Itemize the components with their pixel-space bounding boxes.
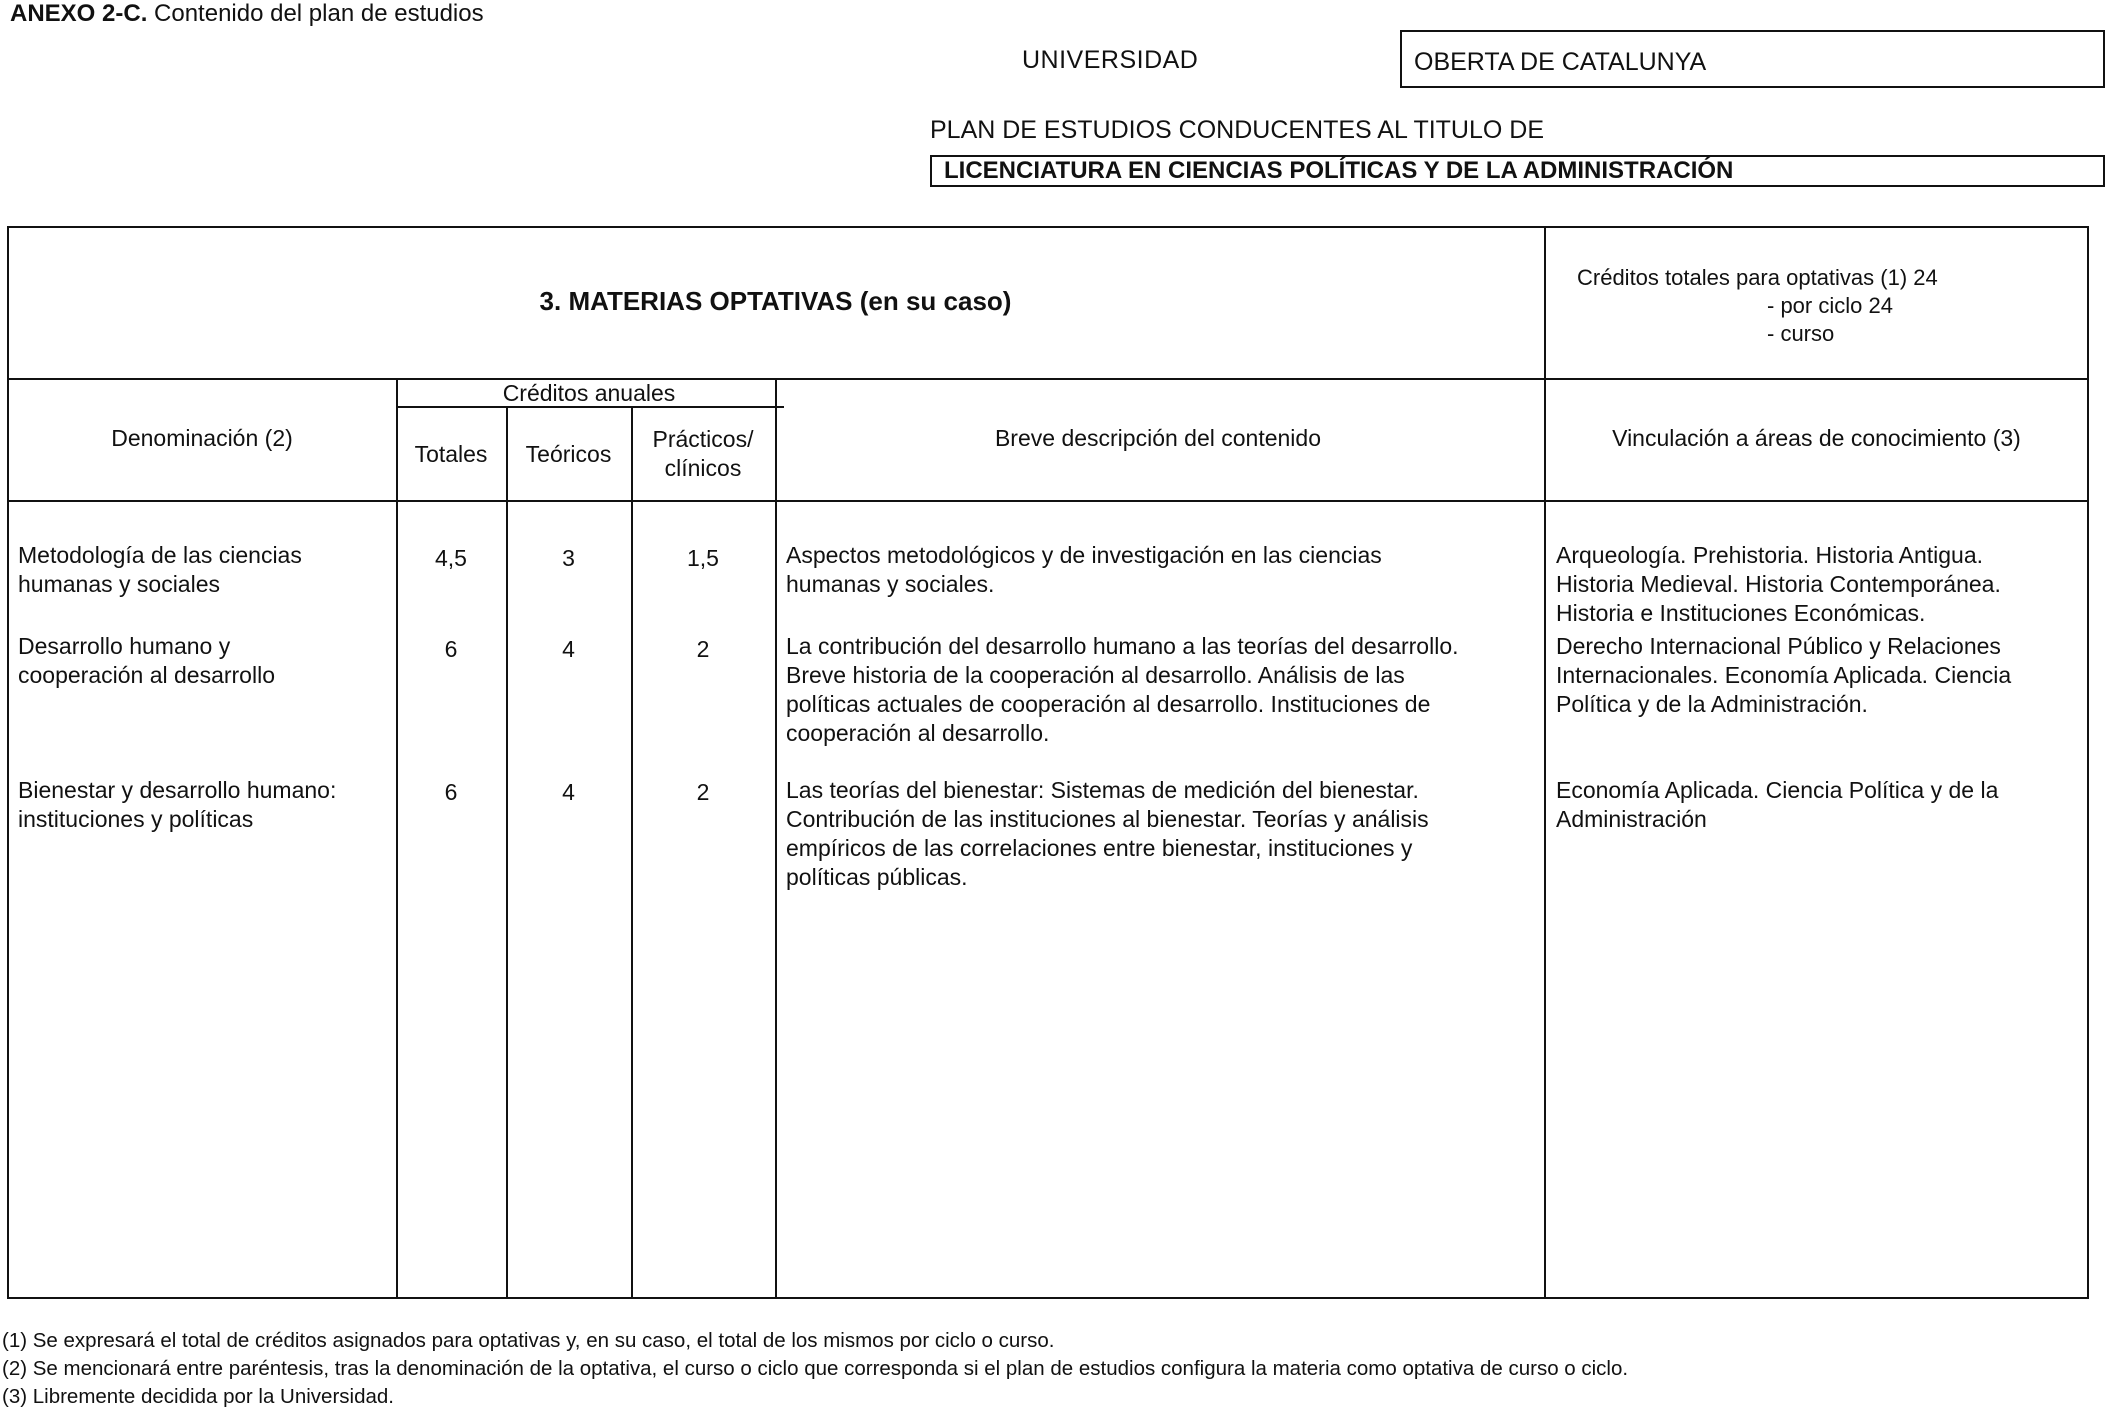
table-row-1-name [18,541,302,599]
row-name-line: instituciones y políticas [18,806,254,832]
col-practicos-line2: clínicos [664,455,742,481]
divider [631,406,633,1297]
col-totales: Totales [414,441,488,467]
divider [9,500,2087,502]
table-row-3-name [18,776,336,834]
col-teoricos: Teóricos [525,441,612,467]
desc-line: políticas actuales de cooperación al desarrollo. Instituciones de [786,691,1431,717]
row-3-totales: 6 [444,779,458,805]
area-line: Historia Medieval. Historia Contemporánea. [1556,571,2001,597]
degree-field: LICENCIATURA EN CIENCIAS POLÍTICAS Y DE LA ADMINISTRACIÓN [930,155,2105,187]
desc-line: cooperación al desarrollo. [786,720,1050,746]
desc-line: Las teorías del bienestar: Sistemas de medición del bienestar. [786,777,1419,803]
area-line: Derecho Internacional Público y Relaciones [1556,633,2001,659]
university-field: OBERTA DE CATALUNYA [1400,30,2105,88]
divider [775,378,777,1297]
area-line: Política y de la Administración. [1556,691,1868,717]
university-label: UNIVERSIDAD [1022,46,1199,74]
credits-summary [1545,264,2095,348]
row-3-practicos: 2 [696,779,710,805]
divider [9,378,2087,380]
row-2-areas [1556,632,2011,719]
row-1-practicos: 1,5 [687,545,719,571]
row-1-totales: 4,5 [435,545,467,571]
desc-line: Aspectos metodológicos y de investigación en las ciencias [786,542,1382,568]
col-practicos [631,425,775,483]
table-row-2-name [18,632,275,690]
row-2-description [786,632,1459,748]
area-line: Arqueología. Prehistoria. Historia Antigua. [1556,542,1984,568]
row-name-line: Metodología de las ciencias [18,542,302,568]
row-3-description [786,776,1429,892]
annex-label: ANEXO 2-C. [10,0,148,27]
row-3-teoricos: 4 [562,779,575,805]
col-denominacion: Denominación (2) [111,425,293,451]
col-creditos-anuales: Créditos anuales [502,380,676,406]
desc-line: Breve historia de la cooperación al desarrollo. Análisis de las [786,662,1405,688]
area-line: Economía Aplicada. Ciencia Política y de la [1556,777,1999,803]
credits-total: Créditos totales para optativas (1) 24 [1577,265,1938,290]
section-title: 3. MATERIAS OPTATIVAS (en su caso) [539,286,1012,316]
row-1-description [786,541,1382,599]
divider [506,406,508,1297]
col-practicos-line1: Prácticos/ [652,426,754,452]
row-2-practicos: 2 [696,636,710,662]
desc-line: La contribución del desarrollo humano a las teorías del desarrollo. [786,633,1459,659]
desc-line: humanas y sociales. [786,571,995,597]
row-1-teoricos: 3 [562,545,575,571]
divider [1544,228,1546,1297]
row-3-areas [1556,776,1998,834]
col-descripcion: Breve descripción del contenido [994,425,1322,451]
row-1-areas [1556,541,2001,628]
footnote-3: (3) Libremente decidida por la Universidad. [2,1385,394,1408]
credits-course: - curso [1767,321,1835,346]
row-name-line: Bienestar y desarrollo humano: [18,777,337,803]
desc-line: empíricos de las correlaciones entre bienestar, instituciones y [786,835,1413,861]
area-line: Historia e Instituciones Económicas. [1556,600,1926,626]
annex-subtitle: Contenido del plan de estudios [147,0,484,27]
footnote-1: (1) Se expresará el total de créditos asignados para optativas y, en su caso, el total de los mismos por ciclo o curso. [2,1329,1055,1352]
courses-table [7,226,2089,1299]
footnote-2: (2) Se mencionará entre paréntesis, tras la denominación de la optativa, el curso o ciclo que corresponda si el plan de estudios configura la materia como optativa de curso o ciclo. [2,1357,1629,1380]
desc-line: políticas públicas. [786,864,968,890]
row-name-line: cooperación al desarrollo [18,662,275,688]
area-line: Administración [1556,806,1707,832]
row-2-teoricos: 4 [562,636,575,662]
area-line: Internacionales. Economía Aplicada. Ciencia [1556,662,2012,688]
plan-label: PLAN DE ESTUDIOS CONDUCENTES AL TITULO DE [930,116,1545,144]
row-name-line: Desarrollo humano y [18,633,231,659]
col-vinculacion: Vinculación a áreas de conocimiento (3) [1612,425,2021,451]
divider [396,378,398,1297]
desc-line: Contribución de las instituciones al bienestar. Teorías y análisis [786,806,1429,832]
credits-cycle: - por ciclo 24 [1767,293,1893,318]
row-2-totales: 6 [444,636,458,662]
row-name-line: humanas y sociales [18,571,220,597]
annex-title [10,0,484,28]
